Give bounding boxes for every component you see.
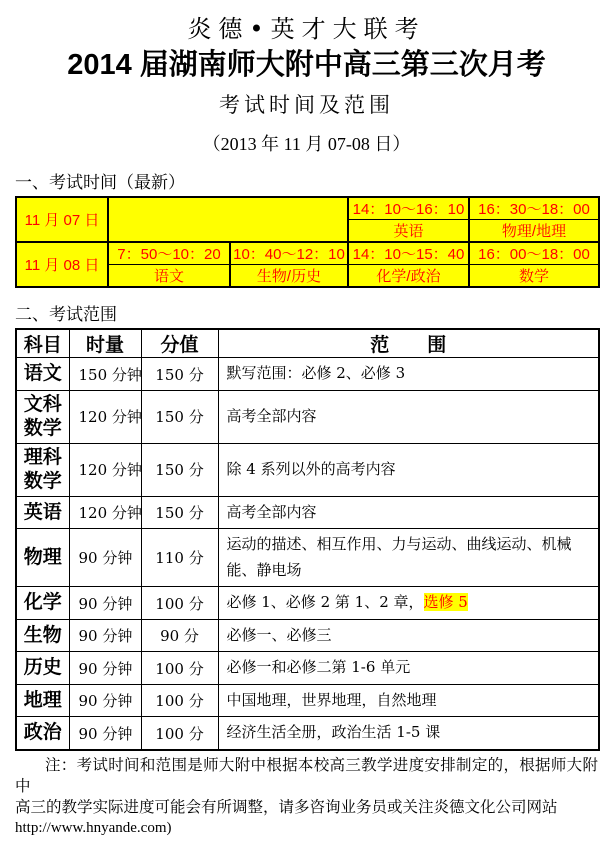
date-cell-nov08: 11 月 08 日	[16, 242, 108, 287]
column-header-score: 分值	[141, 329, 218, 358]
exam-schedule-table	[15, 196, 600, 288]
duration-value: 120 分钟	[69, 496, 141, 529]
scope-text: 运动的描述、相互作用、力与运动、曲线运动、机械能、静电场	[218, 529, 599, 587]
highlighted-scope-text: 选修 5	[423, 593, 468, 612]
scope-text: 高考全部内容	[218, 390, 599, 443]
duration-value: 90 分钟	[69, 587, 141, 620]
scope-text-prefix: 必修 1、必修 2 第 1、2 章，	[226, 593, 424, 612]
duration-value: 90 分钟	[69, 529, 141, 587]
scope-section-heading: 二、考试范围	[15, 305, 117, 325]
subject-name: 理科数学	[16, 443, 69, 496]
subject-name: 化学	[16, 587, 69, 620]
scope-row-biology	[16, 619, 599, 652]
scope-text: 高考全部内容	[218, 496, 599, 529]
duration-value: 90 分钟	[69, 652, 141, 685]
date-range: （2013 年 11 月 07-08 日）	[202, 134, 411, 155]
brand-title: 炎德•英才大联考	[187, 15, 426, 43]
score-value: 150 分	[141, 496, 218, 529]
footnote-line-2: 高三的教学实际进度可能会有所调整，请多咨询业务员或关注炎德文化公司网站	[15, 798, 558, 816]
subject-name: 语文	[16, 358, 69, 391]
subject-cell-english: 英语	[348, 220, 469, 243]
date-cell-nov07: 11 月 07 日	[16, 197, 108, 242]
scope-row-chinese	[16, 358, 599, 391]
scope-text: 中国地理，世界地理，自然地理	[218, 684, 599, 717]
duration-value: 90 分钟	[69, 717, 141, 750]
subject-cell-physics-geography: 物理/地理	[469, 220, 599, 243]
time-cell-english: 14：10～16：10	[348, 197, 469, 220]
scope-row-liberal-arts-math	[16, 390, 599, 443]
duration-value: 120 分钟	[69, 443, 141, 496]
duration-value: 150 分钟	[69, 358, 141, 391]
column-header-subject: 科目	[16, 329, 69, 358]
column-header-scope: 范 围	[218, 329, 599, 358]
scope-row-science-math	[16, 443, 599, 496]
score-value: 100 分	[141, 684, 218, 717]
subject-cell-biology-history: 生物/历史	[230, 265, 348, 288]
scope-row-history	[16, 652, 599, 685]
score-value: 150 分	[141, 443, 218, 496]
time-cell-math: 16：00～18：00	[469, 242, 599, 265]
score-value: 110 分	[141, 529, 218, 587]
scope-row-chemistry	[16, 587, 599, 620]
time-cell-physics-geography: 16：30～18：00	[469, 197, 599, 220]
subject-name: 物理	[16, 529, 69, 587]
subject-name: 政治	[16, 717, 69, 750]
main-title: 2014 届湖南师大附中高三第三次月考	[67, 48, 546, 81]
footnote-line-1: 注：考试时间和范围是师大附中根据本校高三教学进度安排制定的，根据师大附中	[15, 756, 598, 795]
subject-name: 地理	[16, 684, 69, 717]
subject-cell-math: 数学	[469, 265, 599, 288]
subject-cell-chemistry-politics: 化学/政治	[348, 265, 469, 288]
website-url: http://www.hnyande.com)	[15, 819, 172, 836]
scope-text: 默写范围：必修 2、必修 3	[218, 358, 599, 391]
column-header-duration: 时量	[69, 329, 141, 358]
schedule-row-nov08-times	[16, 242, 599, 265]
duration-value: 90 分钟	[69, 619, 141, 652]
subject-name: 历史	[16, 652, 69, 685]
subject-name: 英语	[16, 496, 69, 529]
subject-name: 生物	[16, 619, 69, 652]
score-value: 100 分	[141, 652, 218, 685]
schedule-section-heading: 一、考试时间（最新）	[15, 173, 185, 193]
score-value: 150 分	[141, 358, 218, 391]
time-cell-chinese: 7：50～10：20	[108, 242, 230, 265]
score-value: 90 分	[141, 619, 218, 652]
scope-text: 经济生活全册，政治生活 1-5 课	[218, 717, 599, 750]
scope-text: 必修一、必修三	[218, 619, 599, 652]
exam-scope-table	[15, 328, 600, 751]
scope-row-politics	[16, 717, 599, 750]
score-value: 100 分	[141, 717, 218, 750]
scope-text: 必修一和必修二第 1-6 单元	[218, 652, 599, 685]
score-value: 100 分	[141, 587, 218, 620]
subject-name: 文科数学	[16, 390, 69, 443]
schedule-row-nov07-times	[16, 197, 599, 220]
scope-row-geography	[16, 684, 599, 717]
duration-value: 90 分钟	[69, 684, 141, 717]
scope-header-row	[16, 329, 599, 358]
footnote	[15, 755, 598, 839]
score-value: 150 分	[141, 390, 218, 443]
subject-cell-chinese: 语文	[108, 265, 230, 288]
scope-row-physics	[16, 529, 599, 587]
subtitle: 考试时间及范围	[219, 93, 394, 118]
time-cell-biology-history: 10：40～12：10	[230, 242, 348, 265]
scope-row-english	[16, 496, 599, 529]
duration-value: 120 分钟	[69, 390, 141, 443]
empty-schedule-cell	[108, 197, 348, 242]
scope-text: 除 4 系列以外的高考内容	[218, 443, 599, 496]
time-cell-chemistry-politics: 14：10～15：40	[348, 242, 469, 265]
scope-text	[218, 587, 599, 620]
